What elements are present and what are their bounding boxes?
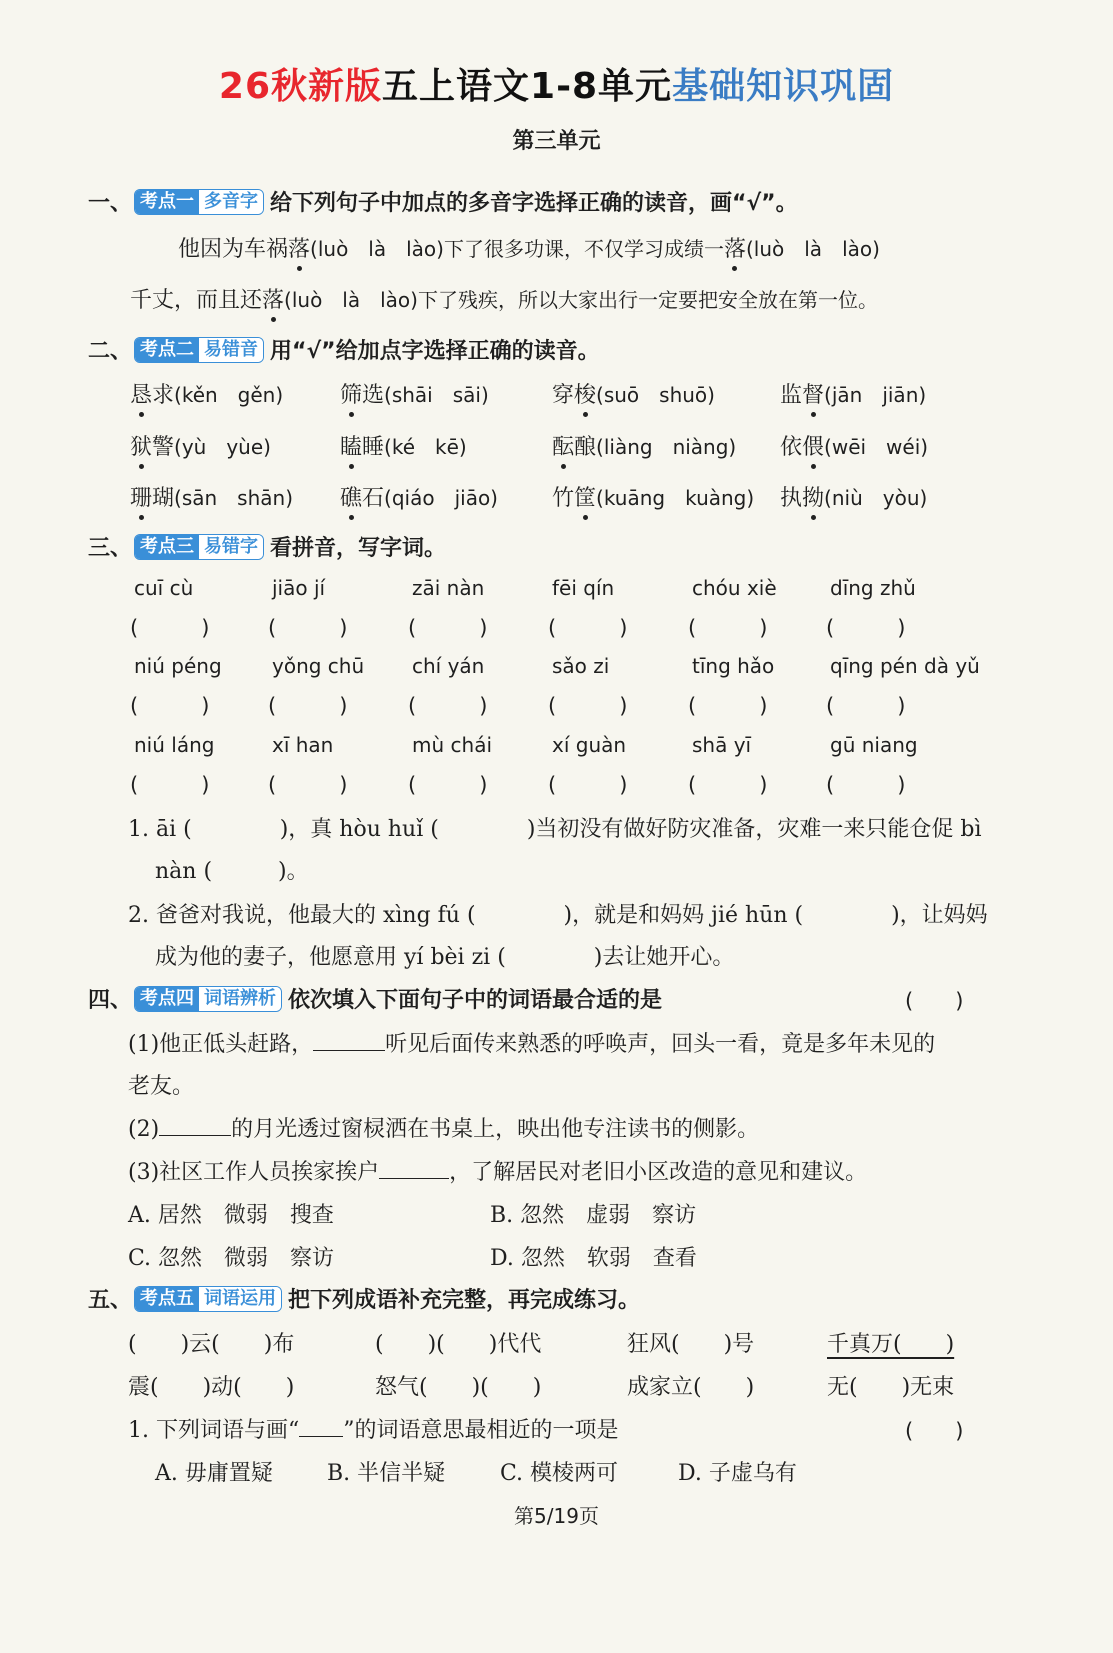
fill-blank[interactable] xyxy=(313,1031,385,1051)
dotted-char: 落 xyxy=(262,288,285,313)
text: 的月光透过窗棂洒在书桌上，映出他专注读书的侧影。 xyxy=(231,1117,760,1142)
text: (2) xyxy=(128,1117,160,1142)
idiom-5[interactable]: 震( )动( ) xyxy=(128,1375,295,1400)
page-title xyxy=(0,58,1113,109)
badge-label: 考点一 xyxy=(135,190,199,214)
s5-answer-slot[interactable]: ( ) xyxy=(905,1419,964,1443)
pinyin-prompt: xí guàn xyxy=(552,733,627,757)
text: 执 xyxy=(780,486,803,511)
section-1-header xyxy=(88,186,798,217)
text: 睡 xyxy=(362,435,385,460)
dotted-char: 偎 xyxy=(802,435,825,460)
pinyin-options: (shāi sāi) xyxy=(384,383,489,407)
answer-box[interactable]: ( ) xyxy=(548,694,628,718)
text: (luò là lào)下了很多功课，不仅学习成绩一 xyxy=(310,237,724,261)
s2-item[interactable] xyxy=(780,481,927,512)
text: ，了解居民对老旧小区改造的意见和建议。 xyxy=(449,1160,868,1185)
pinyin-prompt: xī han xyxy=(272,733,334,757)
s5-option-d[interactable]: D. 子虚乌有 xyxy=(678,1461,797,1486)
section-instruction: 看拼音，写字词。 xyxy=(270,536,447,561)
idiom-8[interactable]: 无( )无束 xyxy=(827,1375,955,1400)
dotted-char: 礁 xyxy=(340,486,363,511)
s2-item[interactable] xyxy=(780,378,926,409)
answer-box[interactable]: ( ) xyxy=(408,694,488,718)
pinyin-options: (yù yùe) xyxy=(174,435,271,459)
dotted-char: 瞌 xyxy=(340,435,363,460)
text: 选 xyxy=(362,383,385,408)
text: 他因为车祸 xyxy=(178,237,289,262)
text: 求 xyxy=(152,383,175,408)
answer-box[interactable]: ( ) xyxy=(688,616,768,640)
section-5-header xyxy=(88,1283,640,1314)
section-number: 三、 xyxy=(88,536,133,561)
s4-option-c[interactable]: C. 忽然 微弱 察访 xyxy=(128,1246,335,1271)
pinyin-options: (kěn gěn) xyxy=(174,383,284,407)
title-part-black: 五上语文1-8单元 xyxy=(382,66,673,107)
s2-item[interactable] xyxy=(552,430,736,461)
idiom-6[interactable]: 怒气( )( ) xyxy=(375,1375,542,1400)
answer-box[interactable]: ( ) xyxy=(268,773,348,797)
fill-blank[interactable] xyxy=(159,1116,231,1136)
answer-box[interactable]: ( ) xyxy=(408,616,488,640)
pinyin-prompt: fēi qín xyxy=(552,576,615,600)
dotted-char: 梭 xyxy=(574,383,597,408)
s4-option-d[interactable]: D. 忽然 软弱 查看 xyxy=(490,1246,697,1271)
pinyin-options: (sān shān) xyxy=(174,486,294,510)
s4-answer-slot[interactable]: ( ) xyxy=(905,989,964,1013)
section-number: 五、 xyxy=(88,1288,133,1313)
text: 依 xyxy=(780,435,803,460)
idiom-3[interactable]: 狂风( )号 xyxy=(627,1332,755,1357)
section-instruction: 依次填入下面句子中的词语最合适的是 xyxy=(288,988,663,1013)
s4-sentence-1-cont: 老友。 xyxy=(128,1074,195,1099)
page-number: 第5/19页 xyxy=(514,1504,599,1528)
section-instruction: 把下列成语补充完整，再完成练习。 xyxy=(288,1288,641,1313)
text: (1)他正低头赶路， xyxy=(128,1032,314,1057)
dotted-char: 珊 xyxy=(130,486,153,511)
section-instruction: 给下列句子中加点的多音字选择正确的读音，画“√”。 xyxy=(270,191,798,216)
pinyin-prompt: jiāo jí xyxy=(272,576,326,600)
pinyin-prompt: gū niang xyxy=(830,733,918,757)
s4-sentence-3 xyxy=(128,1155,867,1186)
pinyin-options: (jān jiān) xyxy=(824,383,927,407)
section-4-header xyxy=(88,983,662,1014)
answer-box[interactable]: ( ) xyxy=(688,694,768,718)
dotted-char: 筛 xyxy=(340,383,363,408)
answer-box[interactable]: ( ) xyxy=(268,616,348,640)
pinyin-prompt: sǎo zi xyxy=(552,654,610,678)
dotted-char: 督 xyxy=(802,383,825,408)
s3-question-1-line-1: 1. āi ( )，真 hòu huǐ ( )当初没有做好防灾准备，灾难一来只能仓促 bì xyxy=(128,817,982,842)
answer-box[interactable]: ( ) xyxy=(826,616,906,640)
badge-label: 考点五 xyxy=(135,1287,199,1311)
answer-box[interactable]: ( ) xyxy=(688,773,768,797)
text: (3)社区工作人员挨家挨户 xyxy=(128,1160,380,1185)
pinyin-options: (qiáo jiāo) xyxy=(384,486,498,510)
s2-item[interactable] xyxy=(340,481,498,512)
pinyin-options: (suō shuō) xyxy=(596,383,715,407)
pinyin-prompt: yǒng chū xyxy=(272,654,365,678)
s2-item[interactable] xyxy=(130,481,293,512)
idiom-1[interactable]: ( )云( )布 xyxy=(128,1332,295,1357)
text: 石 xyxy=(362,486,385,511)
s2-item[interactable] xyxy=(340,378,489,409)
badge-topic: 易错音 xyxy=(199,338,263,362)
answer-box[interactable]: ( ) xyxy=(130,694,210,718)
pinyin-options: (luò là lào) xyxy=(745,237,880,261)
section-badge xyxy=(134,534,264,560)
pinyin-prompt: chóu xiè xyxy=(692,576,777,600)
pinyin-prompt: zāi nàn xyxy=(412,576,485,600)
badge-label: 考点三 xyxy=(135,535,199,559)
pinyin-prompt: dīng zhǔ xyxy=(830,576,916,600)
section-3-header xyxy=(88,531,446,562)
dotted-char: 恳 xyxy=(130,383,153,408)
dotted-char: 落 xyxy=(723,237,746,262)
pinyin-prompt: chí yán xyxy=(412,654,485,678)
s4-option-a[interactable]: A. 居然 微弱 搜查 xyxy=(128,1203,334,1228)
idiom-2[interactable]: ( )( )代代 xyxy=(375,1332,542,1357)
fill-blank[interactable] xyxy=(379,1159,449,1179)
pinyin-prompt: shā yī xyxy=(692,733,752,757)
s3-question-2-line-1: 2. 爸爸对我说，他最大的 xìng fú ( )，就是和妈妈 jié hūn ( )，让妈妈 xyxy=(128,903,988,928)
text: 警 xyxy=(152,435,175,460)
title-part-blue: 基础知识巩固 xyxy=(672,66,895,107)
text: 瑚 xyxy=(152,486,175,511)
section-2-header xyxy=(88,334,600,365)
pinyin-prompt: mù chái xyxy=(412,733,492,757)
pinyin-prompt: cuī cù xyxy=(134,576,194,600)
text: (luò là lào)下了残疾，所以大家出行一定要把安全放在第一位。 xyxy=(284,288,878,312)
answer-box[interactable]: ( ) xyxy=(548,773,628,797)
s2-item[interactable] xyxy=(552,378,715,409)
section-badge xyxy=(134,189,264,215)
s5-option-a[interactable]: A. 毋庸置疑 xyxy=(155,1461,273,1486)
s2-item[interactable] xyxy=(780,430,928,461)
s5-option-c[interactable]: C. 模棱两可 xyxy=(500,1461,619,1486)
text: 1. 下列词语与画“ xyxy=(128,1418,300,1443)
answer-box[interactable]: ( ) xyxy=(130,773,210,797)
s4-sentence-2 xyxy=(128,1112,759,1143)
pinyin-options: (liàng niàng) xyxy=(596,435,737,459)
section-number: 二、 xyxy=(88,339,133,364)
title-part-red: 26秋新版 xyxy=(218,66,383,107)
s3-question-2-line-2: 成为他的妻子，他愿意用 yí bèi zi ( )去让她开心。 xyxy=(155,945,735,970)
s5-question-1 xyxy=(128,1413,618,1444)
badge-label: 考点四 xyxy=(135,987,199,1011)
s2-item[interactable] xyxy=(552,481,754,512)
badge-label: 考点二 xyxy=(135,338,199,362)
pinyin-options: (ké kē) xyxy=(384,435,467,459)
dotted-char: 酝 xyxy=(552,435,575,460)
section-number: 四、 xyxy=(88,988,133,1013)
pinyin-prompt: tīng hǎo xyxy=(692,654,775,678)
s2-item[interactable] xyxy=(130,378,283,409)
pinyin-prompt: niú láng xyxy=(134,733,215,757)
dotted-char: 拗 xyxy=(802,486,825,511)
dotted-char: 狱 xyxy=(130,435,153,460)
answer-box[interactable]: ( ) xyxy=(130,616,210,640)
s1-line-2 xyxy=(130,283,878,314)
s1-line-1 xyxy=(178,232,880,263)
idiom-7[interactable]: 成家立( ) xyxy=(627,1375,755,1400)
answer-box[interactable]: ( ) xyxy=(826,694,906,718)
s4-sentence-1 xyxy=(128,1027,935,1058)
section-instruction: 用“√”给加点字选择正确的读音。 xyxy=(270,339,600,364)
s4-option-b[interactable]: B. 忽然 虚弱 察访 xyxy=(490,1203,697,1228)
idiom-4-underlined[interactable]: 千真万( ) xyxy=(827,1332,955,1357)
badge-topic: 词语辨析 xyxy=(199,987,281,1011)
answer-box[interactable]: ( ) xyxy=(826,773,906,797)
s3-question-1-line-2: nàn ( )。 xyxy=(155,859,309,884)
pinyin-options: (kuāng kuàng) xyxy=(596,486,755,510)
badge-topic: 词语运用 xyxy=(199,1287,281,1311)
text: 千丈，而且还 xyxy=(130,288,263,313)
pinyin-options: (niù yòu) xyxy=(824,486,928,510)
section-number: 一、 xyxy=(88,191,133,216)
answer-box[interactable]: ( ) xyxy=(268,694,348,718)
text: 竹 xyxy=(552,486,575,511)
text: 穿 xyxy=(552,383,575,408)
section-badge xyxy=(134,1286,282,1312)
badge-topic: 多音字 xyxy=(199,190,263,214)
pinyin-prompt: niú péng xyxy=(134,654,222,678)
pinyin-options: (wēi wéi) xyxy=(824,435,929,459)
section-badge xyxy=(134,337,264,363)
s2-item[interactable] xyxy=(340,430,467,461)
text: 酿 xyxy=(574,435,597,460)
s2-item[interactable] xyxy=(130,430,271,461)
s5-option-b[interactable]: B. 半信半疑 xyxy=(327,1461,446,1486)
dotted-char: 落 xyxy=(288,237,311,262)
text: 听见后面传来熟悉的呼唤声，回头一看，竟是多年未见的 xyxy=(385,1032,936,1057)
answer-box[interactable]: ( ) xyxy=(548,616,628,640)
text: ”的词语意思最相近的一项是 xyxy=(343,1418,619,1443)
pinyin-prompt: qīng pén dà yǔ xyxy=(830,654,980,678)
dotted-char: 筐 xyxy=(574,486,597,511)
unit-subtitle: 第三单元 xyxy=(512,129,601,154)
badge-topic: 易错字 xyxy=(199,535,263,559)
underline-mark xyxy=(299,1417,343,1437)
text: 监 xyxy=(780,383,803,408)
section-badge xyxy=(134,986,282,1012)
answer-box[interactable]: ( ) xyxy=(408,773,488,797)
